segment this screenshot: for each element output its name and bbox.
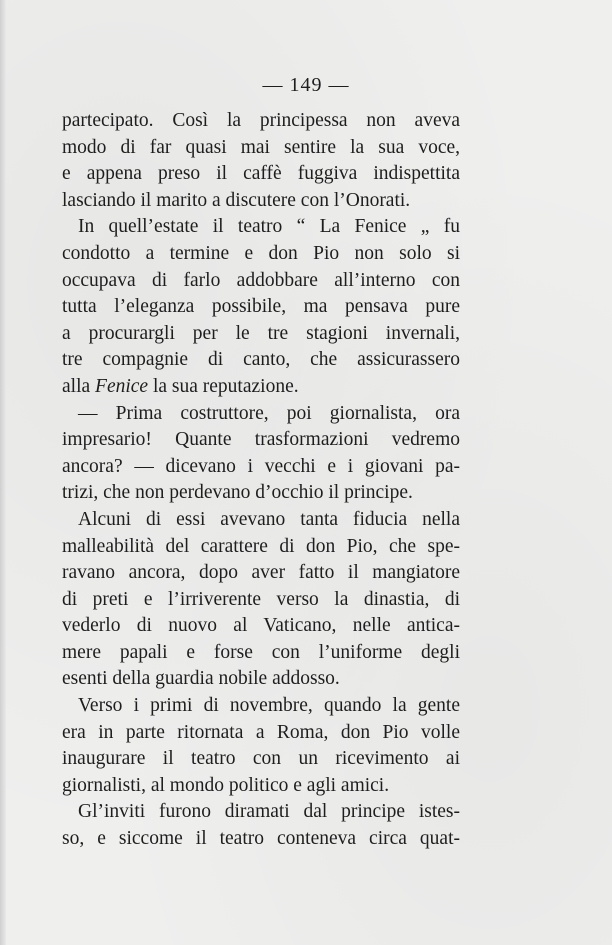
text-line: tutta l’eleganza possibile, ma pensava pure xyxy=(62,296,460,318)
text-line xyxy=(62,374,460,401)
text-line: ravano ancora, dopo aver fatto il mangiatore xyxy=(62,562,460,584)
text-line: esenti della guardia nobile addosso. xyxy=(62,668,340,690)
text-line: di preti e l’irriverente verso la dinastia, di xyxy=(62,588,460,610)
text-line: modo di far quasi mai sentire la sua voce, xyxy=(62,136,460,158)
text-line: a procurargli per le tre stagioni invernali, xyxy=(62,322,460,344)
page-edge-shadow xyxy=(0,0,6,945)
text-line: so, e siccome il teatro conteneva circa quat- xyxy=(62,828,460,850)
page-number: — 149 — xyxy=(262,74,350,96)
text-line: lasciando il marito a discutere con l’Onorati. xyxy=(62,189,411,211)
text-segment: alla xyxy=(62,375,96,397)
text-line: Alcuni di essi avevano tanta fiducia nella xyxy=(78,508,460,530)
text-line: Verso i primi di novembre, quando la gente xyxy=(78,695,460,717)
text-line: impresario! Quante trasformazioni vedremo xyxy=(62,429,460,451)
text-line: e appena preso il caffè fuggiva indispettita xyxy=(62,163,460,185)
text-line: inaugurare il teatro con un ricevimento ai xyxy=(62,748,460,770)
text-line: ancora? — dicevano i vecchi e i giovani pa- xyxy=(62,455,460,477)
text-line: tre compagnie di canto, che assicurassero xyxy=(62,349,460,371)
text-line: giornalisti, al mondo politico e agli amici. xyxy=(62,774,390,796)
text-line: era in parte ritornata a Roma, don Pio volle xyxy=(62,721,460,743)
text-line: trizi, che non perdevano d’occhio il principe. xyxy=(62,482,413,504)
text-line: condotto a termine e don Pio non solo si xyxy=(62,242,460,264)
text-line: mere papali e forse con l’uniforme degli xyxy=(62,641,460,663)
text-line: Gl’inviti furono diramati dal principe istes- xyxy=(78,801,460,823)
text-line: occupava di farlo addobbare all’interno con xyxy=(62,269,460,291)
text-segment: la sua reputazione. xyxy=(148,375,299,397)
text-line: — Prima costruttore, poi giornalista, ora xyxy=(78,402,460,424)
italic-title: Fenice xyxy=(95,375,149,397)
text-line: vederlo di nuovo al Vaticano, nelle antica- xyxy=(62,615,460,637)
text-line: malleabilità del carattere di don Pio, che spe- xyxy=(62,535,460,557)
text-line: partecipato. Così la principessa non aveva xyxy=(62,110,460,131)
text-line: In quell’estate il teatro “ La Fenice „ fu xyxy=(78,216,460,238)
body-text xyxy=(62,108,460,853)
